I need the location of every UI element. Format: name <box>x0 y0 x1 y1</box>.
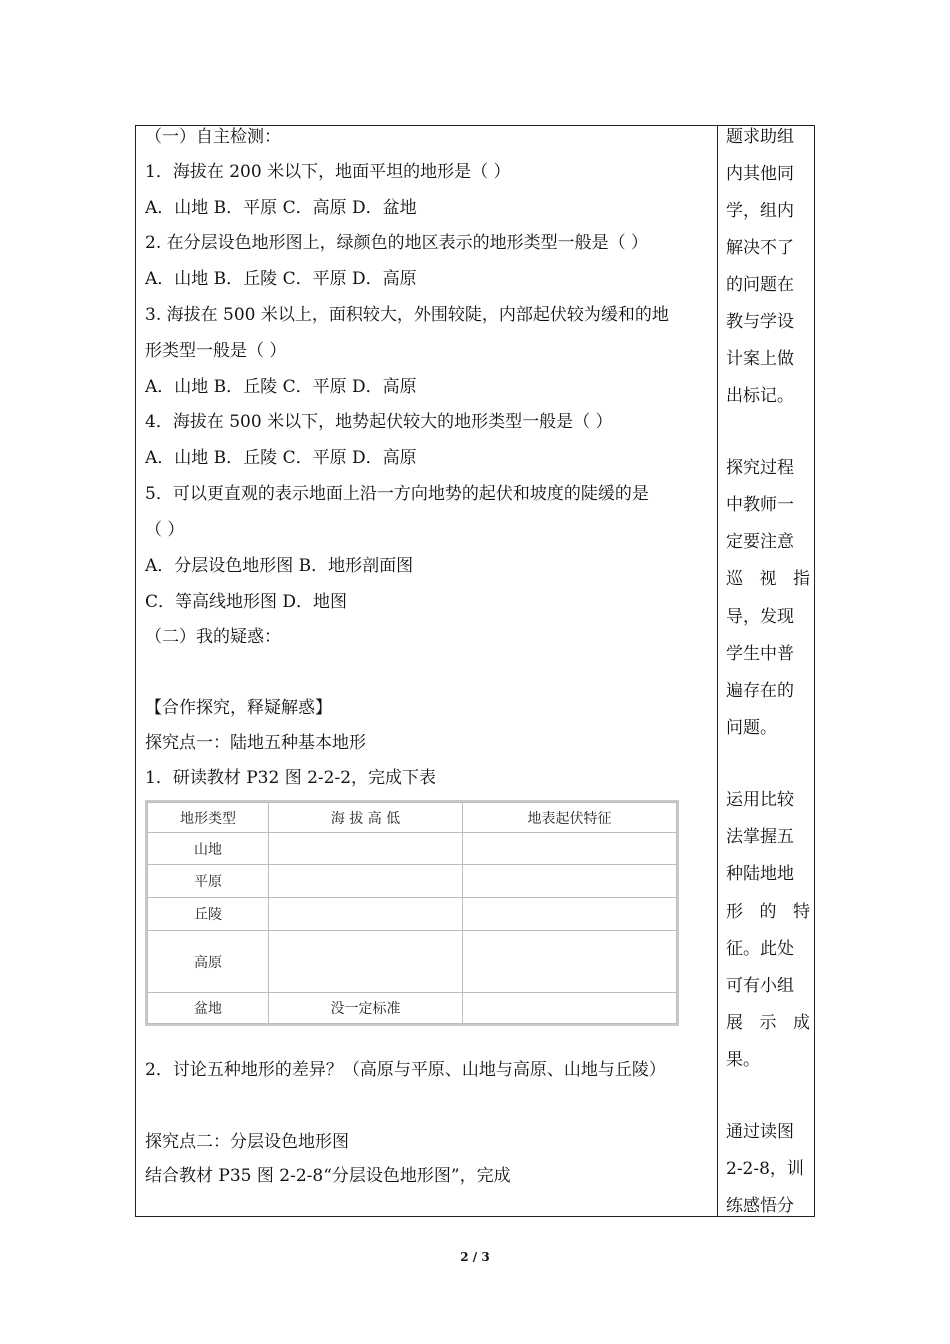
table-cell: 高原 <box>148 931 269 993</box>
question-5-line-1: 5．可以更直观的表示地面上沿一方向地势的起伏和坡度的陡缓的是 <box>145 484 649 504</box>
page-number: 2 / 3 <box>460 1250 490 1264</box>
note-line: 展 示 成 <box>726 1013 810 1033</box>
note-line: 题求助组 <box>726 127 794 147</box>
note-line: 练感悟分 <box>726 1196 794 1216</box>
discussion-question: 2．讨论五种地形的差异？（高原与平原、山地与高原、山地与丘陵） <box>145 1060 666 1080</box>
table-cell <box>463 865 677 898</box>
table-row <box>148 865 677 898</box>
note-line: 巡 视 指 <box>726 569 810 589</box>
table-header-cell: 海 拔 高 低 <box>269 803 463 833</box>
table-row <box>148 931 677 993</box>
note-line: 出标记。 <box>726 386 794 406</box>
note-line: 学生中普 <box>726 644 794 664</box>
question-3-line-1: 3. 海拔在 500 米以上，面积较大，外围较陡，内部起伏较为缓和的地 <box>145 305 669 325</box>
note-line: 运用比较 <box>726 790 794 810</box>
section-cooperative-heading: 【合作探究，释疑解惑】 <box>145 698 332 718</box>
note-line: 的问题在 <box>726 275 794 295</box>
note-line: 形 的 特 <box>726 902 810 922</box>
note-line: 通过读图 <box>726 1122 794 1142</box>
column-divider <box>717 125 718 1217</box>
section-self-check-heading: （一）自主检测： <box>145 127 281 147</box>
table-header-cell: 地表起伏特征 <box>463 803 677 833</box>
question-4: 4．海拔在 500 米以下，地势起伏较大的地形类型一般是（ ） <box>145 412 613 432</box>
note-line: 定要注意 <box>726 532 794 552</box>
note-line: 中教师一 <box>726 495 794 515</box>
table-header-cell: 地形类型 <box>148 803 269 833</box>
table-cell: 没一定标准 <box>269 993 463 1024</box>
table-cell: 山地 <box>148 833 269 865</box>
question-4-options: A．山地 B．丘陵 C．平原 D．高原 <box>145 448 417 468</box>
note-line: 遍存在的 <box>726 681 794 701</box>
inquiry-point-2-task: 结合教材 P35 图 2-2-8“分层设色地形图”，完成 <box>145 1166 511 1186</box>
table-row <box>148 993 677 1024</box>
question-3-line-2: 形类型一般是（ ） <box>145 341 287 361</box>
table-row <box>148 898 677 931</box>
table-cell <box>463 833 677 865</box>
table-cell <box>269 931 463 993</box>
table-header-row <box>148 803 677 833</box>
note-line: 可有小组 <box>726 976 794 996</box>
note-line: 学，组内 <box>726 201 794 221</box>
table-cell: 盆地 <box>148 993 269 1024</box>
question-3-options: A．山地 B．丘陵 C．平原 D．高原 <box>145 377 417 397</box>
note-line: 法掌握五 <box>726 827 794 847</box>
inquiry-point-2-title: 探究点二：分层设色地形图 <box>145 1132 349 1152</box>
note-line: 种陆地地 <box>726 864 794 884</box>
question-1-options: A．山地 B．平原 C．高原 D．盆地 <box>145 198 417 218</box>
landform-table <box>145 800 679 1026</box>
note-line: 探究过程 <box>726 458 794 478</box>
inquiry-point-1-title: 探究点一：陆地五种基本地形 <box>145 733 366 753</box>
table-cell <box>463 993 677 1024</box>
question-5-line-2: （ ） <box>145 520 185 540</box>
section-doubts-heading: （二）我的疑惑： <box>145 627 281 647</box>
question-5-options-cd: C．等高线地形图 D．地图 <box>145 592 348 612</box>
note-line: 教与学设 <box>726 312 794 332</box>
note-line: 导，发现 <box>726 607 794 627</box>
table-cell <box>269 833 463 865</box>
question-2-options: A．山地 B．丘陵 C．平原 D．高原 <box>145 269 417 289</box>
note-line: 征。此处 <box>726 939 794 959</box>
table-cell <box>269 865 463 898</box>
table-cell <box>463 931 677 993</box>
question-1: 1．海拔在 200 米以下，地面平坦的地形是（ ） <box>145 162 511 182</box>
table-cell: 丘陵 <box>148 898 269 931</box>
question-5-options-ab: A．分层设色地形图 B．地形剖面图 <box>145 556 414 576</box>
table-cell: 平原 <box>148 865 269 898</box>
table-cell <box>269 898 463 931</box>
note-line: 计案上做 <box>726 349 794 369</box>
note-line: 内其他同 <box>726 164 794 184</box>
note-line: 解决不了 <box>726 238 794 258</box>
table-cell <box>463 898 677 931</box>
note-line: 问题。 <box>726 718 777 738</box>
inquiry-point-1-task: 1．研读教材 P32 图 2-2-2，完成下表 <box>145 768 437 788</box>
note-line: 果。 <box>726 1050 760 1070</box>
table-row <box>148 833 677 865</box>
note-line: 2-2-8，训 <box>726 1159 804 1179</box>
question-2: 2. 在分层设色地形图上，绿颜色的地区表示的地形类型一般是（ ） <box>145 233 649 253</box>
